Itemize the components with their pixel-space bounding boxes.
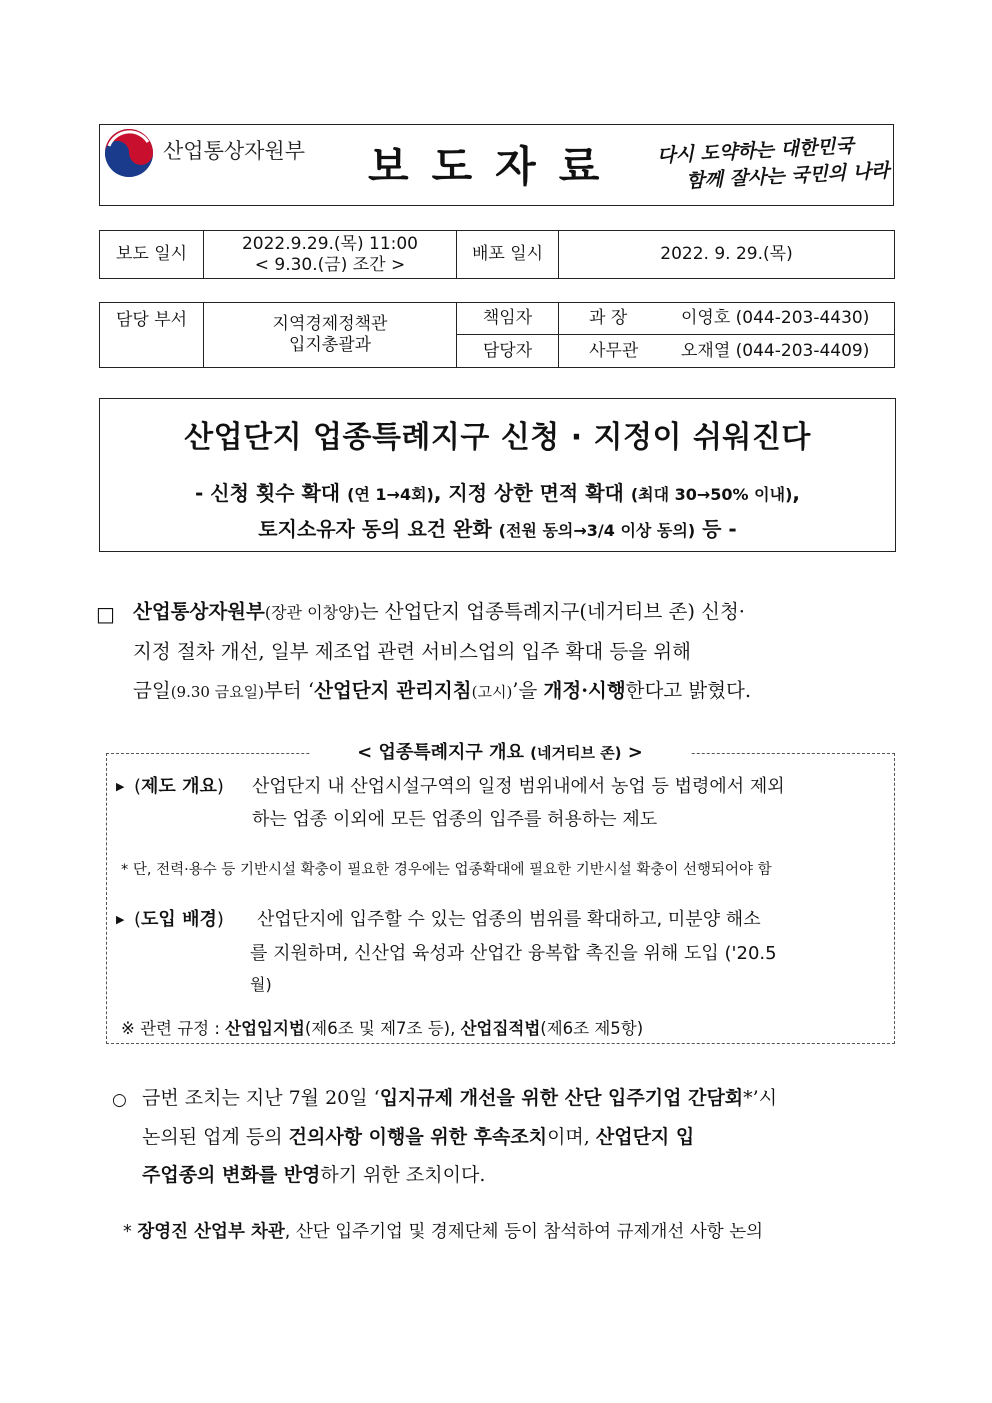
overview-title [310, 738, 690, 764]
triangle-bullet-icon: ▶ [116, 913, 125, 926]
lead-line3 [133, 671, 895, 712]
item2-line3: 월) [250, 975, 272, 994]
release-date-line1: 2022.9.29.(목) 11:00 [241, 233, 418, 254]
rel-part: 산업집적법 [460, 1019, 541, 1038]
lead-part: (고시) [471, 683, 513, 701]
body-part: 논의된 업계 등의 [142, 1126, 289, 1148]
subheadline-line2 [99, 513, 896, 542]
footnote-part: * [123, 1222, 138, 1242]
release-date [204, 231, 457, 279]
department [204, 303, 457, 368]
footnote-part: , 산단 입주기업 및 경제단체 등이 참석하여 규제개선 사항 논의 [284, 1222, 764, 1242]
body-part: 건의사항 이행을 위한 후속조치 [288, 1126, 548, 1148]
lead-part: ’을 [512, 679, 544, 702]
item1-label: (제도 개요) [134, 776, 224, 797]
department-line1: 지역경제정책관 [272, 314, 388, 334]
sub2-part: 등 - [695, 517, 737, 541]
body-line2 [142, 1117, 894, 1157]
lead-part: 산업단지 관리지침 [314, 679, 472, 702]
item1-line2: 하는 업종 이외에 모든 업종의 입주를 허용하는 제도 [252, 809, 658, 830]
overview-title-part: > [621, 742, 643, 763]
label-responsible: 책임자 [457, 303, 559, 335]
contact-table [99, 302, 895, 368]
item1-line1: 산업단지 내 산업시설구역의 일정 범위내에서 농업 등 법령에서 제외 [252, 776, 785, 797]
sub1-part: - 신청 횟수 확대 [194, 481, 348, 505]
headline: 산업단지 업종특례지구 신청 · 지정이 쉬워진다 [184, 420, 811, 455]
overview-title-part: (네거티브 존) [530, 744, 622, 762]
rel-part: (제6조 제5항) [540, 1019, 644, 1038]
overview-title-part: < 업종특례지구 개요 [357, 742, 531, 763]
body-bullet: ○ [112, 1090, 127, 1110]
slogan-line2: 함께 잘사는 국민의 나라 [685, 159, 890, 193]
body-footnote [123, 1218, 763, 1243]
release-table [99, 230, 895, 279]
lead-part: 금일 [133, 679, 171, 702]
lead-part: 개정·시행 [543, 679, 626, 702]
lead-part: 한다고 밝혔다. [625, 679, 752, 702]
label-department: 담당 부서 [100, 303, 204, 368]
item2-label-text: 도입 배경 [141, 909, 217, 930]
body-part: 금번 조치는 지난 7월 20일 ‘ [142, 1087, 380, 1109]
staff-name: 오재열 (044-203-4409) [681, 340, 870, 361]
release-date-line2: < 9.30.(금) 조간 > [254, 254, 406, 275]
government-logo-icon [104, 128, 154, 178]
subheadline-line1 [99, 477, 896, 506]
department-line2: 입지총괄과 [288, 335, 372, 355]
body-line3 [142, 1155, 894, 1195]
press-release-title: 보도자료 [368, 142, 623, 191]
item1-label-text: 제도 개요 [141, 776, 217, 797]
ministry-name: 산업통상자원부 [163, 139, 306, 163]
responsible-person [559, 303, 895, 335]
body-part: 하기 위한 조치이다. [320, 1164, 486, 1186]
staff-title: 사무관 [589, 340, 639, 361]
sub2-part: (전원 동의→3/4 이상 동의) [498, 521, 696, 540]
body-line1 [142, 1078, 894, 1118]
label-release-date: 보도 일시 [100, 231, 204, 279]
body-part: 주업종의 변화를 반영 [142, 1164, 321, 1186]
rel-part: 산업입지법 [225, 1019, 305, 1038]
lead-bullet: □ [96, 602, 115, 626]
body-part: 산업단지 입 [595, 1126, 695, 1148]
overview-note: * 단, 전력·용수 등 기반시설 확충이 필요한 경우에는 업종확대에 필요한 기반시설 확충이 선행되어야 함 [121, 862, 772, 878]
responsible-name: 이영호 (044-203-4430) [681, 308, 870, 328]
distribution-date: 2022. 9. 29.(목) [559, 231, 895, 279]
sub1-part: (연 1→4회) [347, 485, 434, 504]
lead-part: 산업통상자원부 [133, 600, 265, 623]
label-staff: 담당자 [457, 335, 559, 368]
sub1-part: , 지정 상한 면적 확대 [433, 481, 631, 505]
lead-line2: 지정 절차 개선, 일부 제조업 관련 서비스업의 입주 확대 등을 위해 [133, 640, 691, 663]
sub1-part: , [792, 481, 800, 505]
slogan-line1: 다시 도약하는 대한민국 [656, 134, 855, 168]
lead-part: (9.30 금요일) [170, 683, 265, 701]
lead-part: 부터 ‘ [264, 679, 315, 702]
rel-part: ※ 관련 규정 : [121, 1019, 226, 1038]
staff-person [559, 335, 895, 368]
item2-line1: 산업단지에 입주할 수 있는 업종의 범위를 확대하고, 미분양 해소 [257, 909, 761, 930]
sub1-part: (최대 30→50% 이내) [630, 485, 793, 504]
footnote-part: 장영진 산업부 차관 [137, 1222, 285, 1242]
item2-line2: 를 지원하며, 신산업 육성과 산업간 융복합 촉진을 위해 도입 ('20.5 [250, 943, 777, 964]
lead-line1 [133, 592, 895, 633]
label-distribution-date: 배포 일시 [457, 231, 559, 279]
body-part: 입지규제 개선을 위한 산단 입주기업 간담회 [379, 1087, 744, 1109]
responsible-title: 과 장 [589, 308, 628, 328]
body-part: *’시 [743, 1087, 778, 1109]
lead-part: (장관 이창양) [264, 603, 360, 622]
rel-part: (제6조 및 제7조 등), [304, 1019, 461, 1038]
sub2-part: 토지소유자 동의 요건 완화 [258, 517, 499, 541]
triangle-bullet-icon: ▶ [116, 780, 125, 793]
lead-part: 는 산업단지 업종특례지구(네거티브 존) 신청· [359, 600, 745, 623]
item2-label: (도입 배경) [134, 909, 224, 930]
body-part: 이며, [547, 1126, 596, 1148]
related-regulations [121, 1012, 643, 1045]
